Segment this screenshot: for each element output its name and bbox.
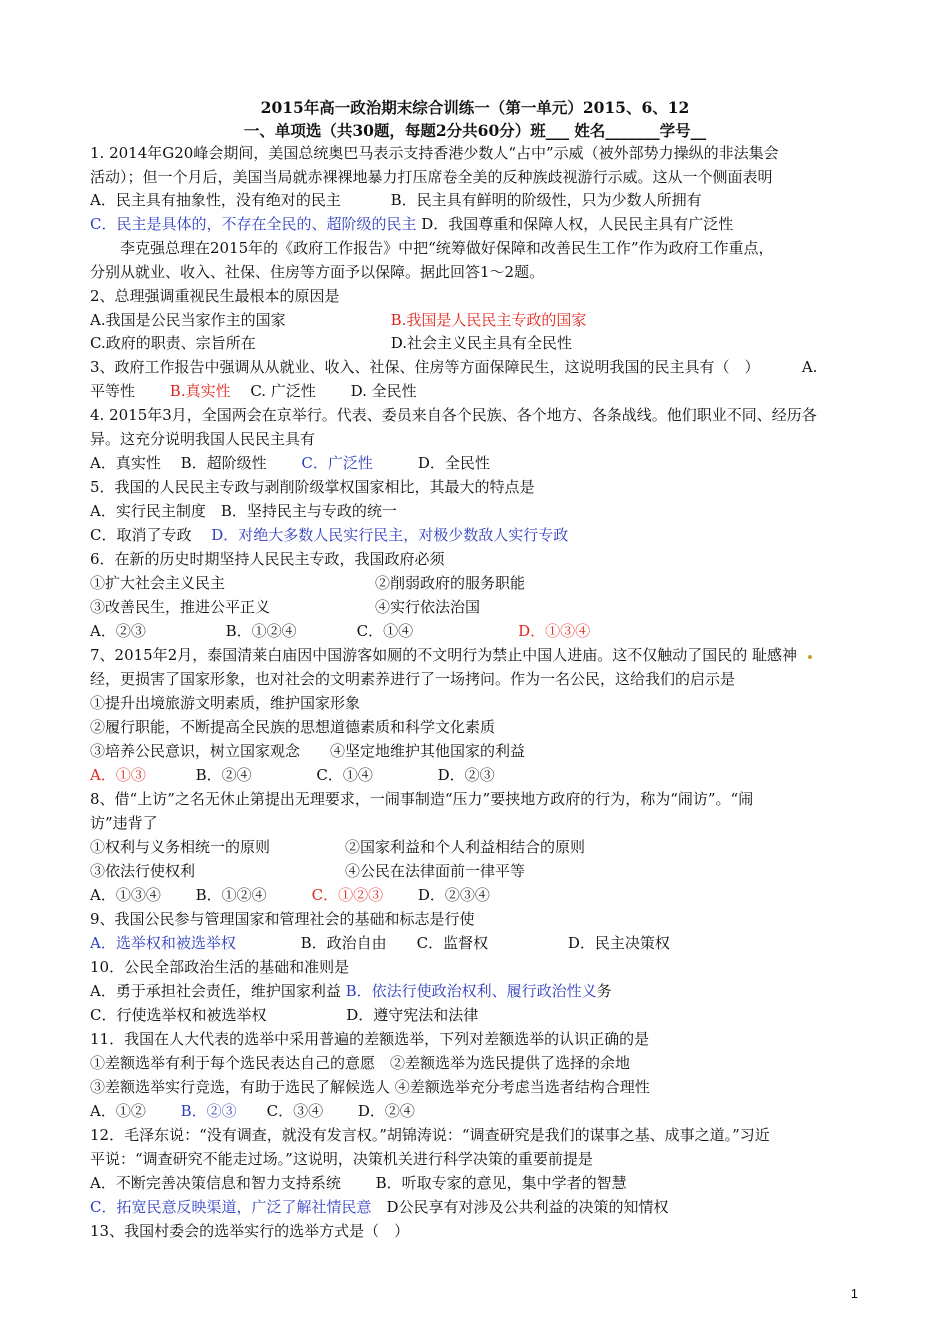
question-text: B．政治自由 C．监督权 D．民主决策权: [235, 934, 670, 952]
text-line: [90, 572, 525, 594]
question-text: 异。这充分说明我国人民民主具有: [90, 430, 316, 448]
question-text: A.我国是公民当家作主的国家: [90, 311, 391, 329]
question-text: 活动）；但一个月后，美国当局就赤裸裸地暴力打压席卷全美的反种族歧视游行示威。这从一个侧面表明: [90, 168, 773, 186]
question-text: 1. 2014年G20峰会期间，美国总统奥巴马表示支持香港少数人“占中”示威（被外部势力操纵的非法集会: [90, 144, 779, 162]
text-line: [90, 476, 535, 498]
question-text: C.政府的职责、宗旨所在 D.社会主义民主具有全民性: [90, 334, 572, 352]
question-text: 8、借“上访”之名无休止第提出无理要求，一闹事制造“压力”要挟地方政府的行为，称为“闹访”。“闹: [90, 790, 754, 808]
text-line: [90, 1076, 650, 1098]
text-line: [90, 213, 733, 235]
section-heading: 一、单项选（共30题，每题2分共60分）班___ 姓名_______学号__: [243, 121, 707, 140]
answer-text: A．选举权和被选举权: [90, 934, 236, 952]
question-text: ③改善民生，推进公平正义 ④实行依法治国: [90, 598, 481, 616]
text-line: [120, 237, 774, 259]
question-text: 7、2015年2月，泰国清莱白庙因中国游客如厕的不文明行为禁止中国人进庙。这不仅触动了国民的 耻感神: [90, 646, 798, 664]
text-line: [90, 596, 480, 618]
question-text: 12．毛泽东说：“没有调查，就没有发言权。”胡锦涛说：“调查研究是我们的谋事之基、成事之道。”习近: [90, 1126, 770, 1144]
question-text: ①权利与义务相统一的原则 ②国家利益和个人利益相结合的原则: [90, 838, 586, 856]
question-text: A．真实性 B．超阶级性: [90, 454, 302, 472]
text-line: [90, 932, 670, 954]
question-text: 3、政府工作报告中强调从从就业、收入、社保、住房等方面保障民生，这说明我国的民主具有（ ） A.: [90, 358, 818, 376]
question-text: 经，更损害了国家形象，也对社会的文明素养进行了一场拷问。作为一名公民，这给我们的启示是: [90, 670, 736, 688]
text-line: [90, 1052, 630, 1074]
question-text: C．③④ D．②④: [236, 1102, 415, 1120]
text-line: [90, 1124, 770, 1146]
answer-text: B.真实性: [169, 382, 231, 400]
answer-text: B．依法行使政治权利、履行政治性义: [345, 982, 597, 1000]
page-title: 2015年高一政治期末综合训练一（第一单元）2015、6、12: [260, 98, 690, 117]
question-text: ①差额选举有利于每个选民表达自己的意愿 ②差额选举为选民提供了选择的余地: [90, 1054, 631, 1072]
text-line: [90, 644, 797, 666]
answer-text: B．②③: [180, 1102, 237, 1120]
question-text: ③培养公民意识，树立国家观念 ④坚定地维护其他国家的利益: [90, 742, 526, 760]
question-text: 5．我国的人民民主专政与剥削阶级掌权国家相比，其最大的特点是: [90, 478, 535, 496]
question-text: 13、我国村委会的选举实行的选举方式是（ ）: [90, 1222, 410, 1240]
text-line: [90, 142, 779, 164]
text-line: [90, 166, 773, 188]
decorative-dot: [808, 655, 812, 659]
question-text: A．不断完善决策信息和智力支持系统 B．听取专家的意见，集中学者的智慧: [90, 1174, 627, 1192]
question-text: ①扩大社会主义民主 ②削弱政府的服务职能: [90, 574, 526, 592]
text-line: [90, 908, 475, 930]
question-text: 平说：“调查研究不能走过场。”这说明，决策机关进行科学决策的重要前提是: [90, 1150, 593, 1168]
text-line: [90, 668, 735, 690]
question-text: C. 广泛性 D. 全民性: [230, 382, 417, 400]
text-line: [90, 860, 525, 882]
text-line: [90, 1220, 409, 1242]
text-line: [90, 428, 315, 450]
question-text: A．实行民主制度 B．坚持民主与专政的统一: [90, 502, 397, 520]
text-line: [90, 548, 445, 570]
answer-text: B.我国是人民民主专政的国家: [390, 311, 587, 329]
question-text: A．①②: [90, 1102, 181, 1120]
answer-text: C．广泛性: [301, 454, 373, 472]
text-line: [90, 309, 586, 331]
question-text: D公民享有对涉及公共利益的决策的知情权: [371, 1198, 669, 1216]
answer-text: C．①②③: [311, 886, 384, 904]
question-text: A．①③④ B．①②④: [90, 886, 312, 904]
text-line: [90, 716, 495, 738]
text-line: [90, 332, 572, 354]
text-line: [90, 1172, 627, 1194]
text-line: [90, 1196, 669, 1218]
text-line: [90, 404, 817, 426]
question-text: 4. 2015年3月，全国两会在京举行。代表、委员来自各个民族、各个地方、各条战线。他们职业不同、经历各: [90, 406, 817, 424]
question-text: ③依法行使权利 ④公民在法律面前一律平等: [90, 862, 526, 880]
question-text: ①提升出境旅游文明素质，维护国家形象: [90, 694, 361, 712]
question-text: ②履行职能，不断提高全民族的思想道德素质和科学文化素质: [90, 718, 496, 736]
text-line: [90, 836, 585, 858]
question-text: 李克强总理在2015年的《政府工作报告》中把“统筹做好保障和改善民生工作”作为政府工作重点，: [120, 239, 774, 257]
text-line: [90, 620, 590, 642]
question-text: 11．我国在人大代表的选举中采用普遍的差额选举，下列对差额选举的认识正确的是: [90, 1030, 650, 1048]
text-line: [90, 1148, 593, 1170]
question-text: A．民主具有抽象性，没有绝对的民主 B．民主具有鲜明的阶级性，只为少数人所拥有: [90, 191, 702, 209]
question-text: A．勇于承担社会责任，维护国家利益: [90, 982, 346, 1000]
text-line: [90, 692, 360, 714]
text-line: [90, 452, 490, 474]
text-line: [90, 1100, 415, 1122]
question-text: ③差额选举实行竞选，有助于选民了解候选人 ④差额选举充分考虑当选者结构合理性: [90, 1078, 650, 1096]
text-line: [90, 1028, 649, 1050]
question-text: D．全民性: [372, 454, 490, 472]
question-text: 10．公民全部政治生活的基础和准则是: [90, 958, 350, 976]
question-text: 2、总理强调重视民生最根本的原因是: [90, 287, 340, 305]
text-line: [90, 956, 349, 978]
answer-text: D．①③④: [518, 622, 591, 640]
answer-text: D．对绝大多数人民实行民主，对极少数敌人实行专政: [211, 526, 569, 544]
question-text: 分别从就业、收入、社保、住房等方面予以保障。据此回答1～2题。: [90, 263, 545, 281]
question-text: B．②④ C．①④ D．②③: [145, 766, 495, 784]
question-text: C．取消了专政: [90, 526, 212, 544]
answer-text: A．①③: [90, 766, 146, 784]
question-text: 务: [596, 982, 612, 1000]
text-line: [90, 764, 495, 786]
question-text: 9、我国公民参与管理国家和管理社会的基础和标志是行使: [90, 910, 475, 928]
text-line: [90, 285, 340, 307]
text-line: [90, 500, 397, 522]
text-line: [90, 356, 817, 378]
text-line: [90, 189, 702, 211]
question-text: 访”违背了: [90, 814, 158, 832]
text-line: [90, 812, 158, 834]
question-text: D．我国尊重和保障人权，人民民主具有广泛性: [416, 215, 734, 233]
text-line: [90, 884, 490, 906]
question-text: C．行使选举权和被选举权 D．遵守宪法和法律: [90, 1006, 479, 1024]
question-text: 6．在新的历史时期坚持人民民主专政，我国政府必须: [90, 550, 445, 568]
answer-text: C．拓宽民意反映渠道，广泛了解社情民意: [90, 1198, 372, 1216]
page-number: 1: [850, 1286, 858, 1301]
text-line: [90, 1004, 478, 1026]
text-line: [90, 740, 525, 762]
question-text: D．②③④: [383, 886, 490, 904]
text-line: [90, 380, 417, 402]
question-text: 平等性: [90, 382, 170, 400]
text-line: [90, 980, 612, 1002]
question-text: A．②③ B．①②④ C．①④: [90, 622, 519, 640]
text-line: [90, 788, 753, 810]
text-line: [90, 524, 568, 546]
answer-text: C．民主是具体的，不存在全民的、超阶级的民主: [90, 215, 417, 233]
text-line: [90, 261, 544, 283]
